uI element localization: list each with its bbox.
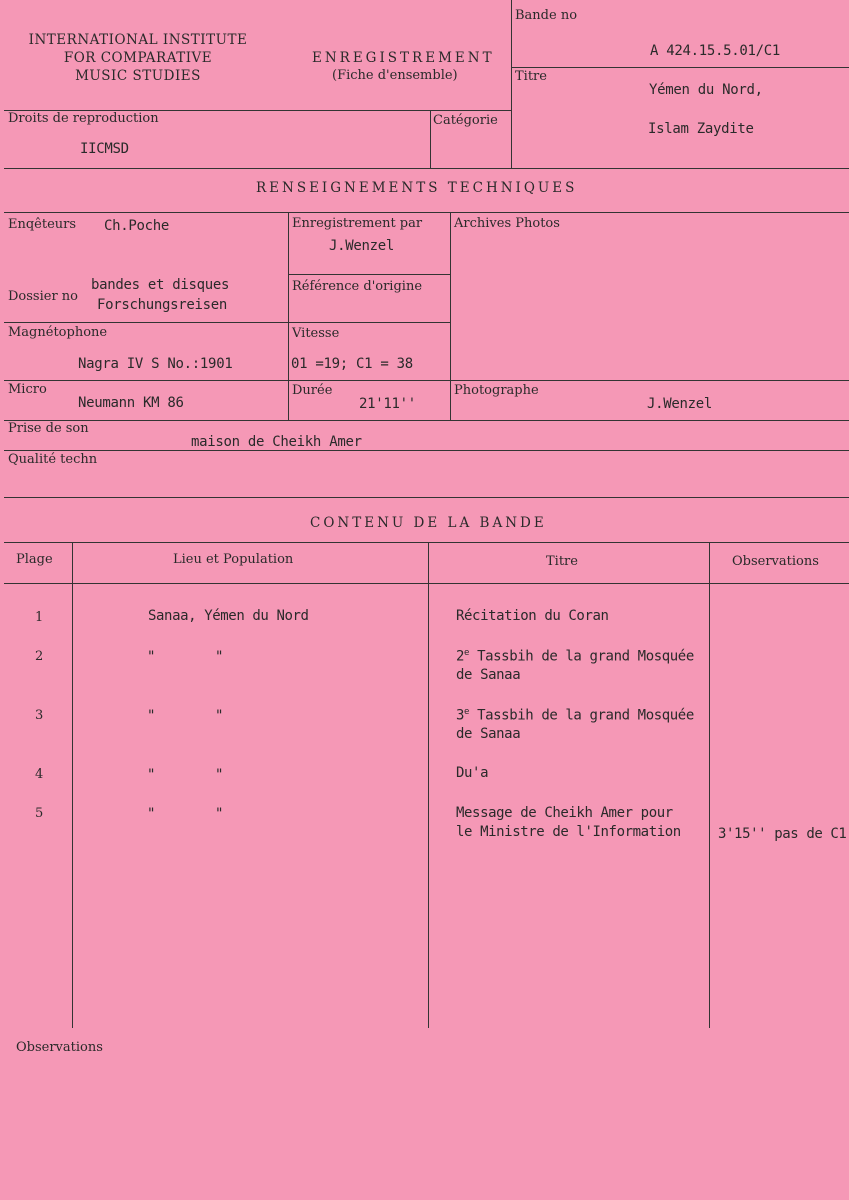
magnetophone-value: Nagra IV S No.:1901 (78, 356, 233, 372)
tech-rule-5 (4, 420, 849, 421)
titre-value-1: Yémen du Nord, (649, 82, 763, 98)
row-5-plage: 5 (35, 806, 44, 821)
contenu-heading: CONTENU DE LA BANDE (310, 515, 547, 531)
row-4-titre: Du'a (456, 765, 489, 781)
vitesse-value: 01 =19; C1 = 38 (291, 356, 413, 372)
categorie-label: Catégorie (433, 113, 498, 128)
institute-line-1: INTERNATIONAL INSTITUTE (28, 32, 248, 48)
tech-heading: RENSEIGNEMENTS TECHNIQUES (256, 180, 578, 196)
observations-label: Observations (16, 1040, 103, 1055)
enqueteurs-label: Enqêteurs (8, 217, 77, 232)
table-col-2 (428, 542, 429, 1028)
magnetophone-label: Magnétophone (8, 325, 108, 340)
form-subtitle: (Fiche d'ensemble) (332, 68, 458, 83)
tech-rule-6 (4, 450, 849, 451)
row-3-titre-line-1: 3e Tassbih de la grand Mosquée (456, 707, 694, 724)
table-top-rule (4, 542, 849, 543)
tech-rule-2 (288, 274, 450, 275)
institute-line-2: FOR COMPARATIVE (63, 50, 213, 66)
row-3-plage: 3 (35, 708, 44, 723)
micro-value: Neumann KM 86 (78, 395, 184, 411)
section-rule-1 (4, 168, 849, 169)
row-1-plage: 1 (35, 610, 44, 625)
reference-label: Référence d'origine (292, 279, 423, 294)
droits-value: IICMSD (80, 141, 129, 157)
row-1-titre: Récitation du Coran (456, 608, 609, 624)
titre-label: Titre (515, 69, 547, 84)
table-col-3 (709, 542, 710, 1028)
institute-line-3: MUSIC STUDIES (75, 68, 201, 84)
prise-label: Prise de son (8, 421, 89, 436)
photographe-value: J.Wenzel (647, 396, 713, 412)
row-5-titre-line-1: Message de Cheikh Amer pour (456, 805, 673, 821)
prise-value: maison de Cheikh Amer (191, 434, 362, 450)
column-header-lieu: Lieu et Population (173, 552, 294, 567)
header-divider-right (511, 0, 512, 168)
enqueteurs-value: Ch.Poche (104, 218, 170, 234)
categorie-divider (430, 110, 431, 168)
archives-label: Archives Photos (454, 216, 560, 231)
photographe-label: Photographe (454, 383, 539, 398)
row-2-titre-line-1: 2e Tassbih de la grand Mosquée (456, 648, 694, 665)
titre-value-2: Islam Zaydite (648, 121, 754, 137)
row-5-ditto-b: " (215, 806, 224, 822)
row-5-ditto-a: " (147, 806, 156, 822)
row-2-plage: 2 (35, 649, 44, 664)
enregistrement-value: J.Wenzel (329, 238, 395, 254)
vitesse-label: Vitesse (292, 326, 340, 341)
row-5-titre-line-2: le Ministre de l'Information (456, 824, 681, 840)
row-3-ditto-a: " (147, 708, 156, 724)
tech-rule-4 (4, 380, 849, 381)
row-4-ditto-a: " (147, 767, 156, 783)
row-4-plage: 4 (35, 767, 44, 782)
duree-label: Durée (292, 383, 333, 398)
tech-rule-7 (4, 497, 849, 498)
row-3-ditto-b: " (215, 708, 224, 724)
table-header-rule (4, 583, 849, 584)
column-header-titre: Titre (546, 554, 578, 569)
column-header-observations: Observations (732, 554, 819, 569)
row-1-lieu: Sanaa, Yémen du Nord (148, 608, 309, 624)
duree-value: 21'11'' (359, 396, 416, 412)
tech-rule-3 (4, 322, 450, 323)
dossier-value-2: Forschungsreisen (97, 297, 228, 313)
droits-label: Droits de reproduction (8, 111, 159, 126)
dossier-label: Dossier no (8, 289, 78, 304)
row-2-ditto-a: " (147, 649, 156, 665)
table-col-1 (72, 542, 73, 1028)
micro-label: Micro (8, 382, 47, 397)
row-5-observation: 3'15'' pas de C1 (718, 826, 847, 842)
enregistrement-label: Enregistrement par (292, 216, 423, 231)
qualite-label: Qualité techn (8, 452, 98, 467)
row-2-ditto-b: " (215, 649, 224, 665)
dossier-value-1: bandes et disques (91, 277, 230, 293)
tech-col-2 (450, 212, 451, 420)
bande-label: Bande no (515, 8, 578, 23)
row-4-ditto-b: " (215, 767, 224, 783)
bande-value: A 424.15.5.01/C1 (650, 43, 781, 59)
tech-col-1 (288, 212, 289, 420)
tech-rule (4, 212, 849, 213)
form-title: ENREGISTREMENT (312, 50, 495, 66)
row-2-titre-line-2: de Sanaa (456, 667, 521, 683)
row-3-titre-line-2: de Sanaa (456, 726, 521, 742)
titre-rule (511, 67, 849, 68)
column-header-plage: Plage (16, 552, 53, 567)
